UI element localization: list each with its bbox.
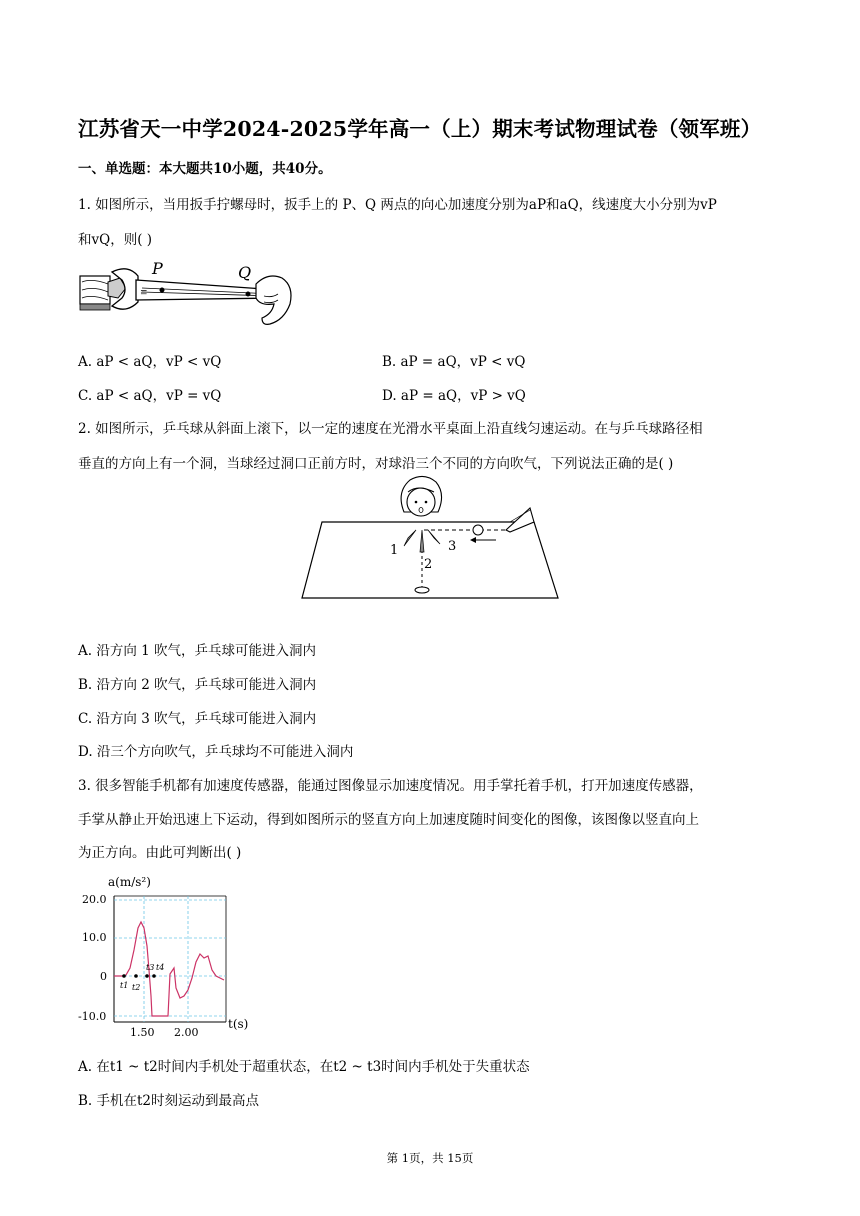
x-tick-150: 1.50 <box>130 1026 155 1039</box>
x-axis-label: t(s) <box>228 1017 249 1031</box>
point-t1 <box>122 974 126 978</box>
page-footer: 第 1页，共 15页 <box>386 1151 474 1165</box>
y-tick-neg10: -10.0 <box>78 1010 107 1023</box>
table-figure <box>300 472 562 604</box>
hole <box>415 587 429 593</box>
label-t2: t2 <box>132 983 141 992</box>
x-tick-200: 2.00 <box>174 1026 199 1039</box>
label-t1: t1 <box>120 981 129 990</box>
label-t3: t3 <box>146 963 155 972</box>
point-q <box>246 292 251 297</box>
arrow-label-3: 3 <box>448 539 457 554</box>
arrow-label-2: 2 <box>424 557 433 572</box>
arrow-label-1: 1 <box>390 543 399 558</box>
y-axis-label: a(m/s²) <box>108 875 151 889</box>
y-tick-20: 20.0 <box>82 893 107 906</box>
q2-option-c: C. 沿方向 3 吹气，乒乓球可能进入洞内 <box>78 711 317 727</box>
q2-stem-line2: 垂直的方向上有一个洞，当球经过洞口正前方时，对球沿三个不同的方向吹气，下列说法正确的是( ) <box>78 456 674 472</box>
q1-option-b: B. aP = aQ，vP < vQ <box>382 354 526 370</box>
q1-option-d: D. aP = aQ，vP > vQ <box>382 388 526 404</box>
q3-option-b: B. 手机在t2时刻运动到最高点 <box>78 1093 260 1109</box>
q1-stem-line1: 1. 如图所示，当用扳手拧螺母时，扳手上的 P、Q 两点的向心加速度分别为aP和aQ，线速度大小分别为vP <box>78 197 717 213</box>
block-base <box>80 304 110 310</box>
acceleration-graph <box>78 870 258 1042</box>
q3-stem-line2: 手掌从静止开始迅速上下运动，得到如图所示的竖直方向上加速度随时间变化的图像，该图像以竖直向上 <box>78 812 699 828</box>
q2-option-a: A. 沿方向 1 吹气，乒乓球可能进入洞内 <box>78 643 317 659</box>
label-p: P <box>152 259 163 278</box>
acceleration-curve <box>114 922 224 1016</box>
q2-stem-line1: 2. 如图所示，乒乓球从斜面上滚下，以一定的速度在光滑水平桌面上沿直线匀速运动。在与乒乓球路径相 <box>78 421 703 437</box>
label-q: Q <box>238 263 252 282</box>
point-t2 <box>134 974 138 978</box>
q3-stem-line1: 3. 很多智能手机都有加速度传感器，能通过图像显示加速度情况。用手掌托着手机，打开加速度传感器， <box>78 778 703 794</box>
q3-option-a: A. 在t1 ~ t2时间内手机处于超重状态，在t2 ~ t3时间内手机处于失重状态 <box>78 1059 530 1075</box>
q1-option-c: C. aP < aQ，vP = vQ <box>78 388 222 404</box>
svg-text:≡: ≡ <box>140 288 148 298</box>
person <box>401 476 441 516</box>
y-tick-10: 10.0 <box>82 931 107 944</box>
page-title: 江苏省天一中学2024-2025学年高一（上）期末考试物理试卷（领军班） <box>78 117 762 141</box>
wood-block <box>80 276 110 304</box>
hand <box>256 276 291 324</box>
y-tick-0: 0 <box>100 970 107 983</box>
label-t4: t4 <box>156 963 165 972</box>
point-t3 <box>145 974 149 978</box>
ping-pong-ball <box>473 525 483 535</box>
q1-option-a: A. aP < aQ，vP < vQ <box>78 354 222 370</box>
wrench-figure <box>78 258 298 330</box>
q2-option-b: B. 沿方向 2 吹气，乒乓球可能进入洞内 <box>78 677 317 693</box>
point-t4 <box>152 974 156 978</box>
q1-stem-line2: 和vQ，则( ) <box>78 232 153 248</box>
section-heading: 一、单选题：本大题共10小题，共40分。 <box>78 161 332 177</box>
q3-stem-line3: 为正方向。由此可判断出( ) <box>78 845 242 861</box>
point-p <box>160 288 165 293</box>
q2-option-d: D. 沿三个方向吹气，乒乓球均不可能进入洞内 <box>78 744 354 760</box>
